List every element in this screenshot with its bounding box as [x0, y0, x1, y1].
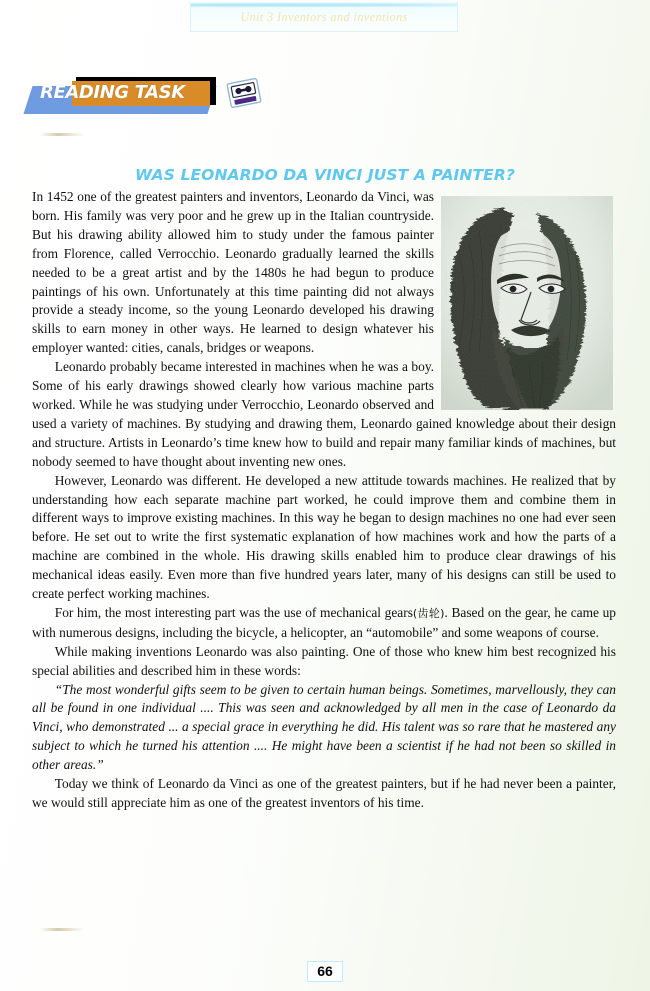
gears-text-after: . Based on the gear, he came up with numerous designs, including the bicycle, a helicopter, an “automobile” and some weapons of course. — [32, 604, 616, 640]
gears-chinese-gloss: (齿轮) — [412, 606, 445, 620]
reading-task-label: READING TASK — [40, 82, 185, 103]
page-number: 66 — [307, 961, 343, 982]
paragraph-4: While making inventions Leonardo was also painting. One of those who knew him best recognized his special abilities and described him in these words: — [32, 643, 616, 678]
bottom-hairline-rule — [40, 928, 84, 931]
reading-task-banner — [28, 74, 233, 116]
page-title: WAS LEONARDO DA VINCI JUST A PAINTER? — [135, 166, 515, 185]
paragraph-1: In 1452 one of the greatest painters and inventors, Leonardo da Vinci, was born. His family was very poor and he grew up in the Italian countryside. But his drawing ability allowed him to study under the famous painter from Florence, called Verrocchio. Leonardo gradually learned the skills needed to be a great artist and by the 1480s he had begun to produce paintings of his own. Unfortunately at this time painting did not always provide a steady income, so the young Leonardo developed his drawing skills to earn money in other ways. He learned to design whatever his employer wanted: cities, canals, bridges or weapons. — [32, 189, 434, 356]
paragraph-gears — [32, 604, 616, 643]
running-header-text: Unit 3 Inventors and inventions — [240, 10, 408, 24]
running-header — [190, 2, 458, 32]
paragraph-3: However, Leonardo was different. He developed a new attitude towards machines. He realized that by understanding how each separate machine part worked, he could improve them and combine them in different ways to improve existing machines. In this way he began to design machines no one had ever seen before. He set out to write the first systematic explanation of how machines work and how the parts of a machine are combined in the whole. His drawing skills enabled him to produce clear drawings of his mechanical ideas easily. Even more than five hundred years later, many of his designs can still be used to create perfect working machines. — [32, 472, 616, 602]
portrait-text-wrap-spacer — [434, 188, 616, 410]
paragraph-5: Today we think of Leonardo da Vinci as one of the greatest painters, but if he had never been a painter, we would still appreciate him as one of the greatest inventors of his time. — [32, 776, 616, 810]
article-body — [32, 188, 616, 813]
top-hairline-rule — [40, 133, 84, 136]
running-header-decoration — [191, 2, 457, 8]
cassette-tape-icon — [226, 77, 262, 109]
pull-quote: “The most wonderful gifts seem to be given to certain human beings. Sometimes, marvellously, they can all be found in one individual .... This was seen and acknowledged by all men in the case of Leonardo da Vinci, who demonstrated ... a special grace in everything he did. His talent was so rare that he mastered any subject to which he turned his attention .... He might have been a scientist if he had not been so skilled in other areas.” — [32, 681, 616, 773]
paragraph-2: Leonardo probably became interested in machines when he was a boy. Some of his early drawings showed clearly how various machine parts worked. While he was studying under Verrocchio, Leonardo observed and used a variety of machines. By studying and drawing them, Leonardo gained knowledge about their design and structure. Artists in Leonardo’s time knew how to build and repair many familiar kinds of machines, but nobody seemed to have thought about inventing new ones. — [32, 359, 616, 469]
gears-text-before: For him, the most interesting part was the use of mechanical gears — [54, 604, 413, 620]
